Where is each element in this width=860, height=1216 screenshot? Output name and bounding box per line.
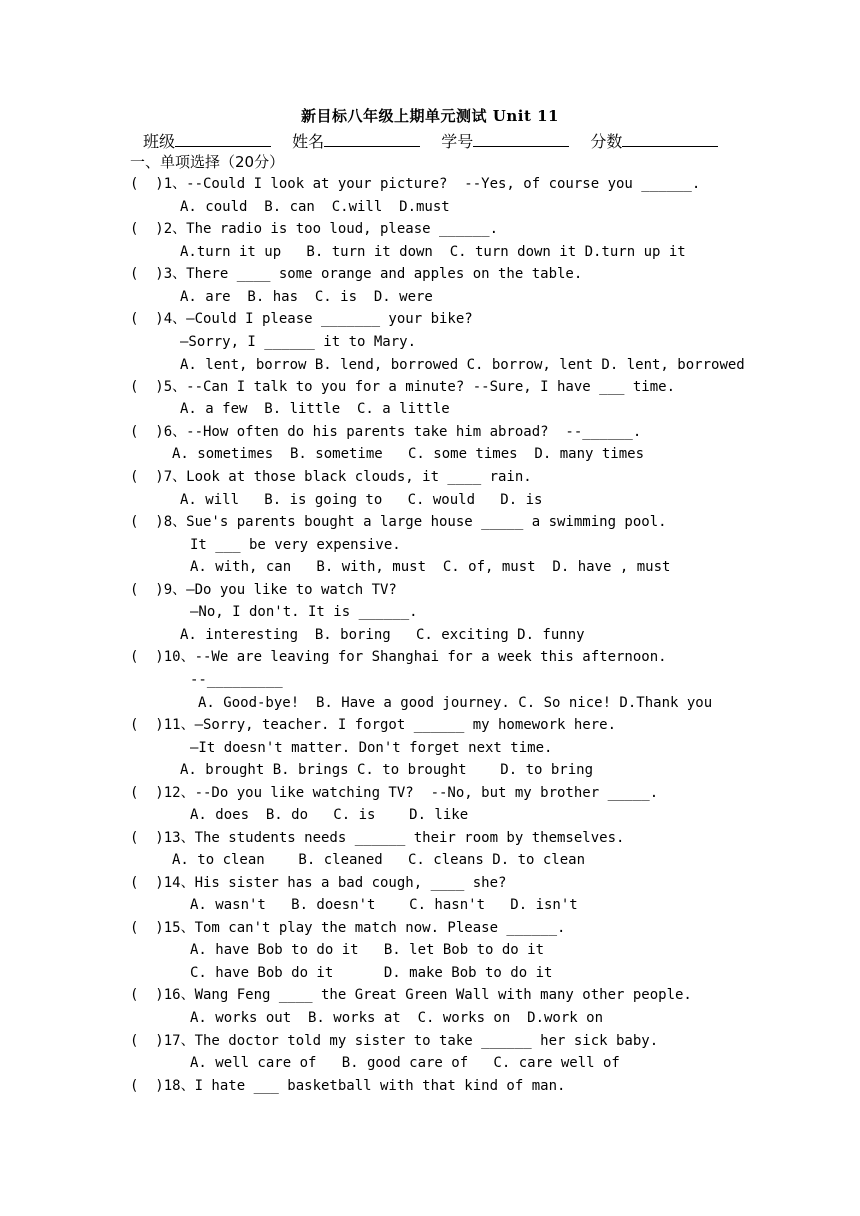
name-blank[interactable]: [324, 132, 420, 147]
option-line: A. well care of B. good care of C. care well of: [190, 1055, 620, 1071]
student-number-label: 学号: [441, 132, 474, 151]
score-label: 分数: [590, 132, 623, 151]
option-line: A. works out B. works at C. works on D.work on: [190, 1010, 604, 1026]
question-line: ( )10、--We are leaving for Shanghai for a week this afternoon.: [130, 649, 667, 665]
question-subline: —It doesn't matter. Don't forget next time.: [190, 740, 553, 756]
option-line: A.turn it up B. turn it down C. turn down it D.turn up it: [180, 244, 686, 260]
student-number-field[interactable]: [441, 129, 569, 152]
class-label: 班级: [143, 132, 176, 151]
option-line: A. have Bob to do it B. let Bob to do it: [190, 942, 545, 958]
option-line: A. interesting B. boring C. exciting D. funny: [180, 627, 585, 643]
student-info-row: [143, 129, 763, 152]
question-line: ( )11、—Sorry, teacher. I forgot ______ my homework here.: [130, 717, 617, 733]
option-line: A. Good-bye! B. Have a good journey. C. So nice! D.Thank you: [198, 695, 713, 711]
question-line: ( )12、--Do you like watching TV? --No, but my brother _____.: [130, 785, 659, 801]
question-line: ( )17、The doctor told my sister to take ______ her sick baby.: [130, 1033, 659, 1049]
score-field[interactable]: [590, 129, 718, 152]
question-subline: —No, I don't. It is ______.: [190, 604, 418, 620]
question-line: ( )6、--How often do his parents take him abroad? --______.: [130, 424, 642, 440]
question-line: ( )18、I hate ___ basketball with that kind of man.: [130, 1078, 566, 1094]
question-subline: —Sorry, I ______ it to Mary.: [180, 334, 417, 350]
class-field[interactable]: [143, 129, 271, 152]
name-label: 姓名: [292, 132, 325, 151]
score-blank[interactable]: [622, 132, 718, 147]
question-line: ( )3、There ____ some orange and apples on the table.: [130, 266, 583, 282]
student-number-blank[interactable]: [473, 132, 569, 147]
option-line: A. to clean B. cleaned C. cleans D. to clean: [172, 852, 586, 868]
name-field[interactable]: [292, 129, 420, 152]
section-heading: 一、单项选择（20分）: [130, 153, 285, 171]
question-line: ( )9、—Do you like to watch TV?: [130, 582, 397, 598]
question-line: ( )8、Sue's parents bought a large house _____ a swimming pool.: [130, 514, 667, 530]
question-line: ( )16、Wang Feng ____ the Great Green Wall with many other people.: [130, 987, 692, 1003]
question-line: ( )1、--Could I look at your picture? --Yes, of course you ______.: [130, 176, 701, 192]
option-line: A. does B. do C. is D. like: [190, 807, 469, 823]
question-line: ( )2、The radio is too loud, please ______.: [130, 221, 499, 237]
option-line: C. have Bob do it D. make Bob to do it: [190, 965, 553, 981]
question-line: ( )5、--Can I talk to you for a minute? --Sure, I have ___ time.: [130, 379, 676, 395]
option-line: A. a few B. little C. a little: [180, 401, 450, 417]
option-line: A. are B. has C. is D. were: [180, 289, 433, 305]
question-line: ( )15、Tom can't play the match now. Please ______.: [130, 920, 566, 936]
option-line: A. lent, borrow B. lend, borrowed C. borrow, lent D. lent, borrowed: [180, 357, 745, 373]
question-line: ( )13、The students needs ______ their room by themselves.: [130, 830, 625, 846]
page-title: 新目标八年级上期单元测试 Unit 11: [301, 107, 559, 125]
question-subline: --_________: [190, 672, 283, 688]
class-blank[interactable]: [175, 132, 271, 147]
option-line: A. could B. can C.will D.must: [180, 199, 450, 215]
option-line: A. will B. is going to C. would D. is: [180, 492, 543, 508]
option-line: A. wasn't B. doesn't C. hasn't D. isn't: [190, 897, 578, 913]
option-line: A. brought B. brings C. to brought D. to bring: [180, 762, 594, 778]
question-subline: It ___ be very expensive.: [190, 537, 401, 553]
option-line: A. with, can B. with, must C. of, must D. have , must: [190, 559, 671, 575]
question-line: ( )14、His sister has a bad cough, ____ she?: [130, 875, 507, 891]
question-line: ( )7、Look at those black clouds, it ____ rain.: [130, 469, 532, 485]
question-line: ( )4、—Could I please _______ your bike?: [130, 311, 473, 327]
option-line: A. sometimes B. sometime C. some times D. many times: [172, 446, 645, 462]
